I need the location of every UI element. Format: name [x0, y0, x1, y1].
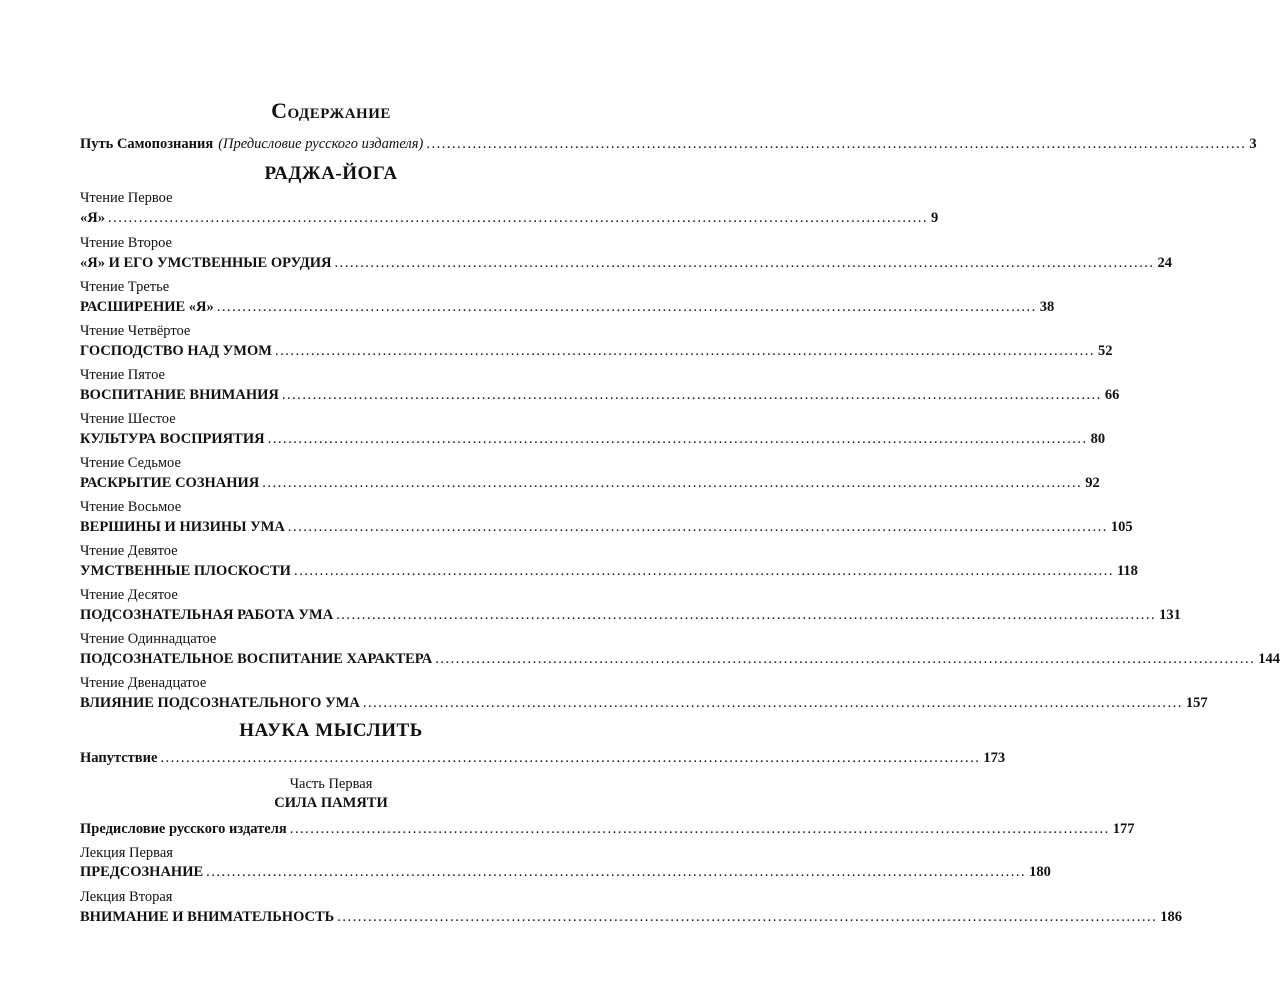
- page-number: 131: [1159, 607, 1181, 623]
- page-number: 186: [1160, 909, 1183, 925]
- entry-title: ПОДСОЗНАТЕЛЬНАЯ РАБОТА УМА: [80, 607, 334, 623]
- dot-leader: ................................................................................................................................................................: [293, 563, 1114, 579]
- toc-entry[interactable]: [80, 563, 1138, 583]
- page-number: 157: [1185, 695, 1208, 711]
- toc-entry[interactable]: [80, 387, 1120, 407]
- page-number: 177: [1112, 821, 1135, 837]
- page-number: 173: [983, 750, 1006, 766]
- toc-entry[interactable]: [80, 343, 1113, 363]
- entry-label: Чтение Первое: [80, 190, 173, 206]
- entry-label: Чтение Второе: [80, 235, 172, 251]
- entry-title: ВЕРШИНЫ И НИЗИНЫ УМА: [80, 519, 285, 535]
- toc-entry[interactable]: [80, 695, 1208, 715]
- dot-leader: ................................................................................................................................................................: [435, 651, 1256, 667]
- entry-title: ПРЕДСОЗНАНИЕ: [80, 864, 204, 880]
- entry-label: Чтение Седьмое: [80, 455, 181, 471]
- entry-label: Лекция Вторая: [80, 889, 173, 905]
- dot-leader: ................................................................................................................................................................: [267, 431, 1088, 447]
- toc-entry[interactable]: [80, 909, 1183, 929]
- dot-leader: ................................................................................................................................................................: [287, 519, 1108, 535]
- dot-leader: ................................................................................................................................................................: [206, 864, 1027, 880]
- page-number: 92: [1085, 475, 1100, 491]
- entry-label: Чтение Пятое: [80, 367, 165, 383]
- toc-entry-intro[interactable]: [80, 136, 1257, 156]
- dot-leader: ................................................................................................................................................................: [274, 343, 1095, 359]
- entry-label: Чтение Двенадцатое: [80, 675, 207, 691]
- page-number: 144: [1258, 651, 1280, 667]
- dot-leader: ................................................................................................................................................................: [426, 136, 1247, 152]
- entry-title: «Я»: [80, 210, 105, 226]
- toc-entry[interactable]: [80, 210, 939, 230]
- entry-title: ВНИМАНИЕ И ВНИМАТЕЛЬНОСТЬ: [80, 909, 335, 925]
- entry-label: Чтение Четвёртое: [80, 323, 191, 339]
- entry-title: «Я» И ЕГО УМСТВЕННЫЕ ОРУДИЯ: [80, 255, 332, 271]
- section-heading-raja-yoga: РАДЖА-ЙОГА: [264, 163, 398, 184]
- dot-leader: ................................................................................................................................................................: [262, 475, 1083, 491]
- toc-entry[interactable]: [80, 475, 1100, 495]
- entry-title: Путь Самопознания: [80, 136, 214, 152]
- entry-label: Чтение Одиннадцатое: [80, 631, 217, 647]
- dot-leader: ................................................................................................................................................................: [362, 695, 1183, 711]
- part-title: СИЛА ПАМЯТИ: [274, 795, 388, 811]
- toc-entry[interactable]: [80, 299, 1055, 319]
- entry-label: Чтение Шестое: [80, 411, 176, 427]
- page-number: 66: [1104, 387, 1120, 403]
- page-number: 80: [1090, 431, 1106, 447]
- entry-label: Чтение Восьмое: [80, 499, 182, 515]
- entry-label: Лекция Первая: [80, 845, 173, 861]
- dot-leader: ................................................................................................................................................................: [337, 909, 1158, 925]
- entry-title: Напутствие: [80, 750, 158, 766]
- page-number: 3: [1249, 136, 1257, 152]
- section-heading-science-of-thinking: НАУКА МЫСЛИТЬ: [239, 720, 423, 741]
- entry-label: Чтение Девятое: [80, 543, 178, 559]
- dot-leader: ................................................................................................................................................................: [216, 299, 1037, 315]
- toc-entry[interactable]: [80, 607, 1181, 627]
- page-number: 9: [930, 210, 939, 226]
- entry-subtitle: (Предисловие русского издателя): [218, 136, 424, 152]
- toc-entry[interactable]: [80, 864, 1051, 884]
- entry-title: ГОСПОДСТВО НАД УМОМ: [80, 343, 272, 359]
- toc-entry-farewell[interactable]: [80, 750, 1006, 770]
- entry-title: ВОСПИТАНИЕ ВНИМАНИЯ: [80, 387, 279, 403]
- toc-entry[interactable]: [80, 519, 1133, 539]
- entry-label: Чтение Третье: [80, 279, 170, 295]
- page-title: Содержание: [271, 98, 391, 123]
- page-number: 105: [1110, 519, 1133, 535]
- entry-title: УМСТВЕННЫЕ ПЛОСКОСТИ: [80, 563, 291, 579]
- entry-title: РАСШИРЕНИЕ «Я»: [80, 299, 214, 315]
- toc-entry[interactable]: [80, 431, 1106, 451]
- entry-title: РАСКРЫТИЕ СОЗНАНИЯ: [80, 475, 260, 491]
- dot-leader: ................................................................................................................................................................: [334, 255, 1155, 271]
- toc-entry[interactable]: [80, 255, 1173, 275]
- page-number: 180: [1029, 864, 1051, 880]
- entry-title: ВЛИЯНИЕ ПОДСОЗНАТЕЛЬНОГО УМА: [80, 695, 360, 711]
- toc-entry-preface[interactable]: [80, 821, 1135, 841]
- entry-label: Чтение Десятое: [80, 587, 178, 603]
- entry-title: КУЛЬТУРА ВОСПРИЯТИЯ: [80, 431, 265, 447]
- page-number: 52: [1097, 343, 1113, 359]
- entry-title: ПОДСОЗНАТЕЛЬНОЕ ВОСПИТАНИЕ ХАРАКТЕРА: [80, 651, 433, 667]
- page-number: 38: [1039, 299, 1055, 315]
- dot-leader: ................................................................................................................................................................: [336, 607, 1157, 623]
- toc-entry[interactable]: [80, 651, 1280, 671]
- dot-leader: ................................................................................................................................................................: [289, 821, 1110, 837]
- page-number: 118: [1116, 563, 1138, 579]
- part-label: Часть Первая: [289, 776, 373, 792]
- dot-leader: ................................................................................................................................................................: [107, 210, 928, 226]
- dot-leader: ................................................................................................................................................................: [281, 387, 1102, 403]
- entry-title: Предисловие русского издателя: [80, 821, 287, 837]
- page-number: 24: [1157, 255, 1173, 271]
- dot-leader: ................................................................................................................................................................: [160, 750, 981, 766]
